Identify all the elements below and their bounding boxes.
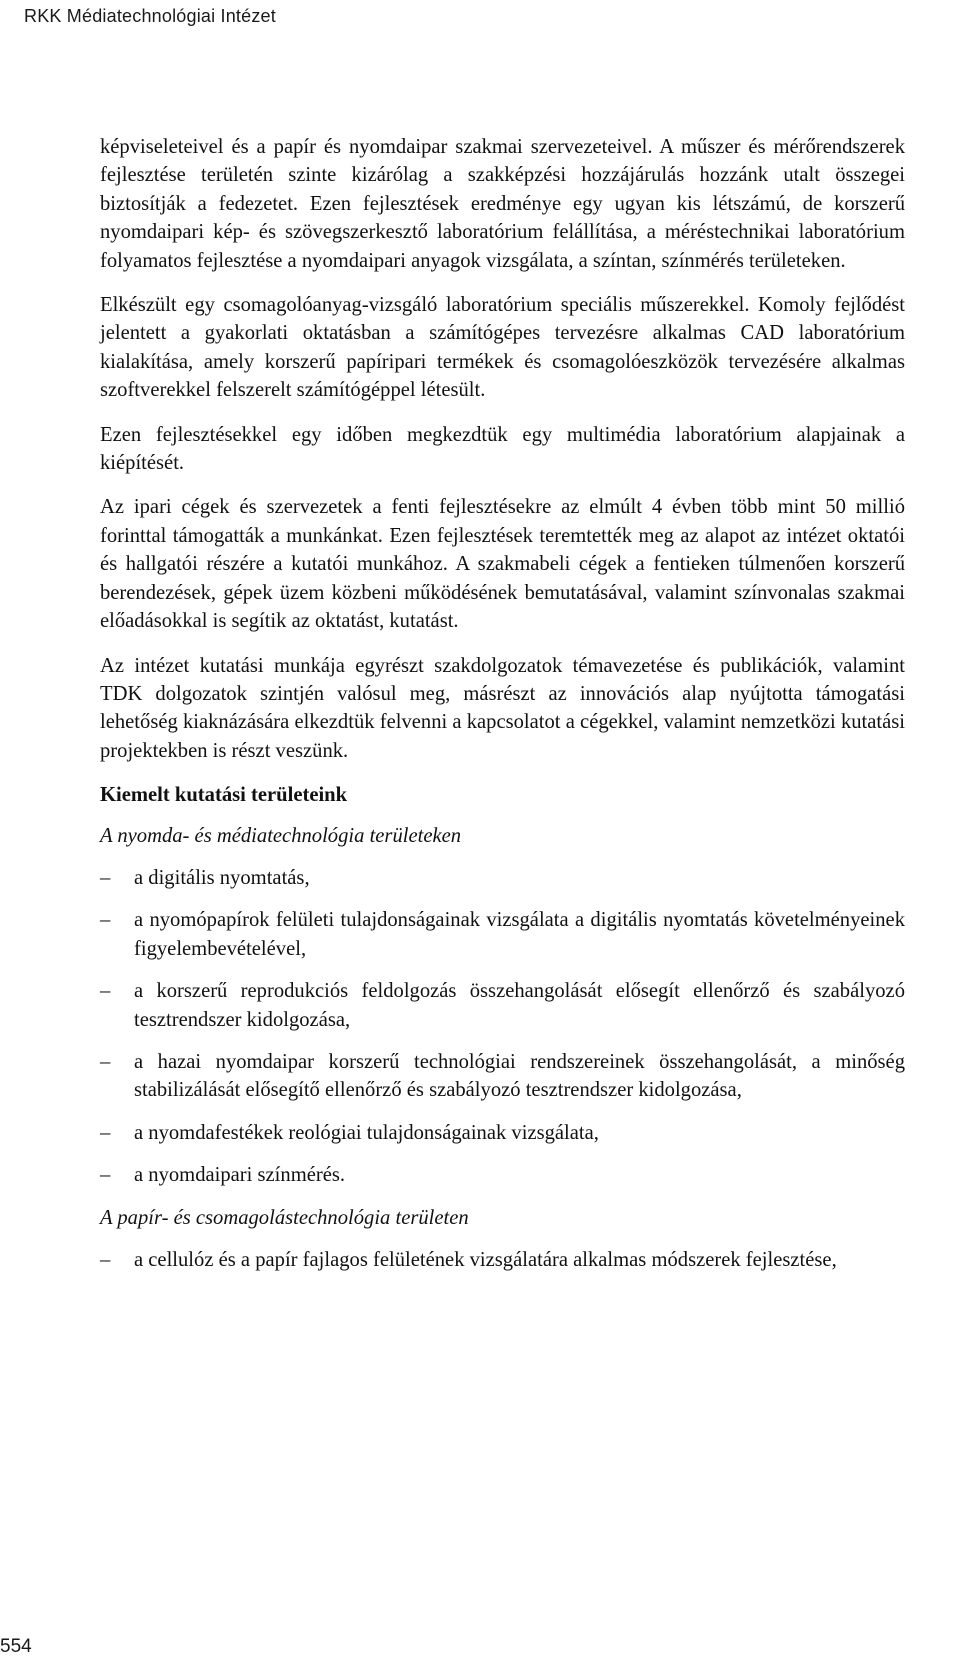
list-item-text: a nyomdafestékek reológiai tulajdonságainak vizsgálata,	[134, 1121, 599, 1144]
list-item-text: a cellulóz és a papír fajlagos felületének vizsgálatára alkalmas módszerek fejlesztése,	[134, 1249, 837, 1271]
dash-marker: –	[100, 1164, 111, 1187]
list-item-text: a korszerű reprodukciós feldolgozás összehangolását elősegít ellenőrző és szabályozó tesztrendszer kidolgozása,	[134, 980, 905, 1031]
paragraph-4: Az ipari cégek és szervezetek a fenti fejlesztésekre az elmúlt 4 évben több mint 50 millió forinttal támogatták a munkánkat. Ezen fejlesztések teremtették meg az alapot az intézet oktatói és hallgatói részére a kutatói munkához. A szakmabeli cégek a fentieken túlmenően korszerű berendezések, gépek üzem közbeni működésének bemutatásával, valamint színvonalas szakmai előadásokkal is segítik az oktatást, kutatást.	[100, 496, 905, 633]
dash-marker: –	[100, 909, 111, 932]
dash-marker: –	[100, 980, 111, 1003]
list-item-text: a nyomdaipari színmérés.	[134, 1164, 346, 1187]
dash-marker: –	[100, 1249, 111, 1271]
list-item	[100, 1119, 905, 1147]
paragraph-3: Ezen fejlesztésekkel egy időben megkezdtük egy multimédia laboratórium alapjainak a kiépítését.	[100, 423, 905, 475]
research-list-media	[100, 864, 905, 1190]
dash-marker: –	[100, 1121, 111, 1144]
paragraph-2: Elkészült egy csomagolóanyag-vizsgáló laboratórium speciális műszerekkel. Komoly fejlődést jelentett a gyakorlati oktatásban a számítógépes tervezésre alkalmas CAD laboratórium kialakítása, amely korszerű papíripari termékek és csomagolóeszközök tervezésére alkalmas szoftverekkel felszerelt számítógéppel létesült.	[100, 294, 905, 402]
list-item	[100, 1246, 905, 1274]
running-header: RKK Médiatechnológiai Intézet	[24, 6, 276, 26]
paragraph-5: Az intézet kutatási munkája egyrészt szakdolgozatok témavezetése és publikációk, valamint TDK dolgozatok szintjén valósul meg, másrészt az innovációs alap nyújtotta támogatási lehetőség kiaknázására elkezdtük felvenni a kapcsolatot a cégekkel, valamint nemzetközi kutatási projektekben is részt veszünk.	[100, 654, 905, 762]
section-heading: Kiemelt kutatási területeink	[100, 784, 348, 807]
list-item	[100, 1161, 905, 1189]
list-item	[100, 977, 905, 1034]
subsection-title-media: A nyomda- és médiatechnológia területeken	[100, 824, 462, 847]
paragraph-1: képviseleteivel és a papír és nyomdaipar szakmai szervezeteivel. A műszer és mérőrendszerek fejlesztése területén szinte kizárólag a szakképzési hozzájárulás hozzánk utalt összegei biztosítják a fedezetet. Ezen fejlesztések eredménye egy ugyan kis létszámú, de korszerű nyomdaipari kép- és szövegszerkesztő laboratórium felállítása, a méréstechnikai laboratórium folyamatos fejlesztése a nyomdaipari anyagok vizsgálata, a színtan, színmérés területeken.	[100, 136, 905, 272]
page-content	[100, 133, 905, 1288]
dash-marker: –	[100, 1050, 111, 1073]
list-item	[100, 906, 905, 963]
list-item-text: a nyomópapírok felületi tulajdonságainak vizsgálata a digitális nyomtatás követelményeinek figyelembevételével,	[134, 909, 905, 960]
list-item	[100, 864, 905, 892]
page-number: 554	[0, 1636, 32, 1657]
dash-marker: –	[100, 866, 111, 889]
list-item	[100, 1048, 905, 1105]
list-item-text: a hazai nyomdaipar korszerű technológiai rendszereinek összehangolását, a minőség stabilizálását elősegítő ellenőrző és szabályozó tesztrendszer kidolgozása,	[134, 1050, 905, 1102]
subsection-title-paper: A papír- és csomagolástechnológia területen	[100, 1206, 469, 1229]
research-list-paper	[100, 1246, 905, 1274]
list-item-text: a digitális nyomtatás,	[134, 866, 310, 889]
